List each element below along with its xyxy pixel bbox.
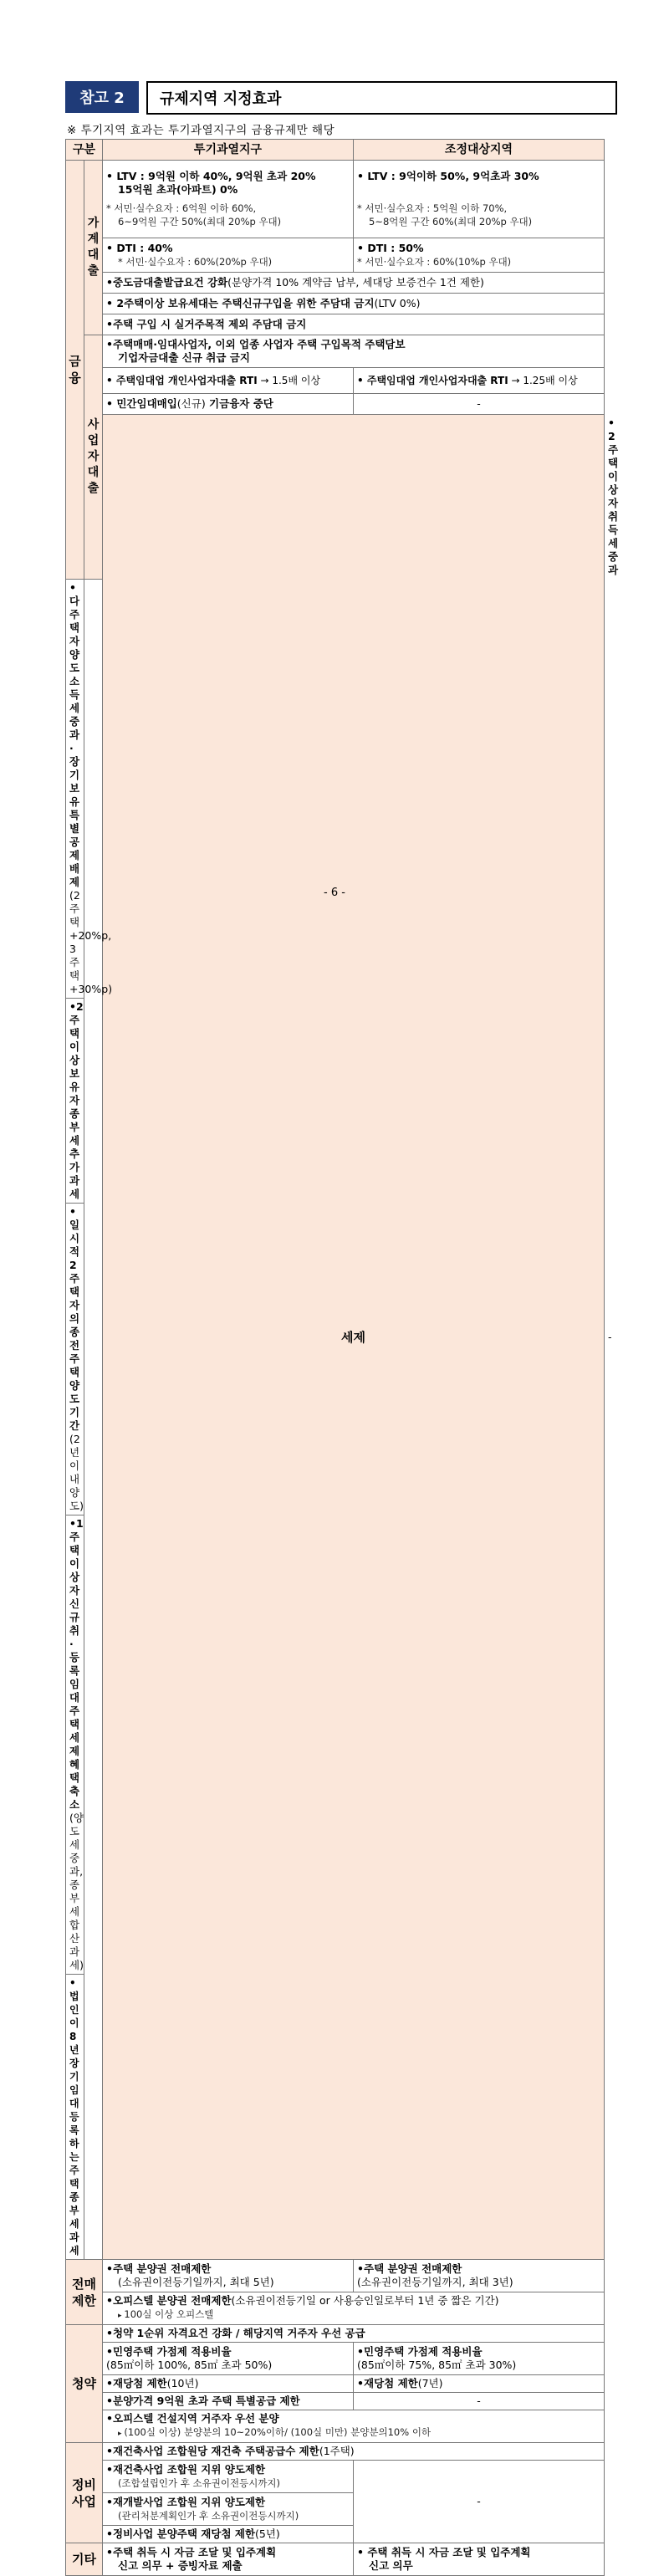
cell-special-supply: •분양가격 9억원 초과 주택 특별공급 제한 (103, 2393, 354, 2410)
table-row (66, 238, 605, 273)
cell-recon-units: •재건축사업 조합원당 재건축 주택공급수 제한(1주택) (103, 2443, 605, 2461)
cell-tax-item: •1주택이상자 신규 취·등록 임대주택 세제 혜택 축소(양도세 중과, 종부세 합산과세) (66, 1515, 84, 1975)
section-badge: 참고 2 (65, 81, 139, 113)
cell-rti-speculation: • 주택임대업 개인사업자대출 RTI → 1.5배 이상 (103, 368, 354, 394)
cell-redev-transfer: •재개발사업 조합원 지위 양도제한 (관리처분계획인가 후 소유권이전등시까지) (103, 2493, 354, 2526)
header-adjustment-zone: 조정대상지역 (354, 140, 605, 161)
cell-private-rental-adjustment: - (354, 394, 605, 415)
cell-officetel-priority: •오피스텔 건설지역 거주자 우선 분양 ▸ (100실 이상) 분양분의 10~20%이하/ (100실 미만) 분양분의10% 이하 (103, 2410, 605, 2443)
cell-resale-adjustment: •주택 분양권 전매제한 (소유권이전등기일까지, 최대 3년) (354, 2260, 605, 2292)
table-row (66, 314, 605, 335)
cell-tax-item: •법인이 8년 장기 임대등록하는 주택 종부세 과세 (66, 1975, 84, 2260)
cell-other-speculation: •주택 취득 시 자금 조달 및 입주계획 신고 의무 + 증빙자료 제출 (103, 2543, 354, 2576)
triangle-bullet-icon: ▸ (118, 2430, 125, 2438)
cell-business-loan-ban: •주택매매·임대사업자, 이외 업종 사업자 주택 구입목적 주택담보 기업자금대출 신규 취급 금지 (103, 335, 605, 368)
regulation-table (65, 139, 619, 2576)
table-row: 세제 - • 2주택 이상자 취득세 중과 (66, 415, 605, 580)
table-row (66, 2393, 605, 2410)
cell-dti-speculation: • DTI : 40% * 서민·실수요자 : 60%(20%p 우대) (103, 238, 354, 273)
header-speculation-zone: 투기과열지구 (103, 140, 354, 161)
table-row (66, 2343, 605, 2375)
category-tax: 세제 (103, 415, 605, 2260)
cell-interim-loan: •중도금대출발급요건 강화(분양가격 10% 계약금 납부, 세대당 보증건수 1건 제한) (103, 273, 605, 294)
cell-purpose-ban: •주택 구입 시 실거주목적 제외 주담대 금지 (103, 314, 605, 335)
cell-two-house-ban: • 2주택이상 보유세대는 주택신규구입을 위한 주담대 금지(LTV 0%) (103, 294, 605, 314)
cell-rewin-adjustment: •재당첨 제한(7년) (354, 2375, 605, 2393)
cell-tax-item: •일시적 2주택자의 종전주택 양도기간 (2년이내 양도) (66, 1204, 84, 1515)
cell-resale-speculation: •주택 분양권 전매제한 (소유권이전등기일까지, 최대 5년) (103, 2260, 354, 2292)
cell-tax-item: •다주택자 양도소득세 중과·장기보유특별 공제 배제(2주택+20%p, 3주택+30%p) (66, 580, 84, 999)
table-row (66, 2461, 605, 2493)
cell-dti-adjustment: • DTI : 50% * 서민·실수요자 : 60%(10%p 우대) (354, 238, 605, 273)
header-category: 구분 (66, 140, 103, 161)
table-row (66, 2325, 605, 2343)
cell-redev-rewin: •정비사업 분양주택 재당첨 제한(5년) (103, 2526, 354, 2543)
triangle-bullet-icon: ▸ (118, 2312, 125, 2320)
table-row (66, 335, 605, 368)
table-row (66, 394, 605, 415)
table-row (66, 273, 605, 294)
table-row (66, 2410, 605, 2443)
cell-rewin-speculation: •재당첨 제한(10년) (103, 2375, 354, 2393)
category-other: 기타 (66, 2543, 103, 2576)
cell-redevelopment-adjustment: - (354, 2461, 605, 2543)
table-row (66, 2443, 605, 2461)
cell-first-priority: •청약 1순위 자격요건 강화 / 해당지역 거주자 우선 공급 (103, 2325, 605, 2343)
cell-score-ratio-speculation: •민영주택 가점제 적용비율 (85㎡이하 100%, 85㎡ 초과 50%) (103, 2343, 354, 2375)
category-redevelopment: 정비사업 (66, 2443, 103, 2543)
cell-other-adjustment: • 주택 취득 시 자금 조달 및 입주계획 신고 의무 (354, 2543, 605, 2576)
cell-rti-adjustment: • 주택임대업 개인사업자대출 RTI → 1.25배 이상 (354, 368, 605, 394)
subcategory-household-loan: 가계대출 (84, 161, 103, 335)
category-subscription: 청약 (66, 2325, 103, 2443)
subcategory-business-loan: 사업자대출 (84, 335, 103, 580)
cell-officetel-resale: •오피스텔 분양권 전매제한(소유권이전등기일 or 사용승인일로부터 1년 중 짧은 기간) ▸ 100실 이상 오피스텔 (103, 2292, 605, 2325)
table-row (66, 294, 605, 314)
cell-special-supply-adjustment: - (354, 2393, 605, 2410)
table-row (66, 2260, 605, 2292)
cell-private-rental-speculation: • 민간임대매입(신규) 기금융자 중단 (103, 394, 354, 415)
cell-score-ratio-adjustment: •민영주택 가점제 적용비율 (85㎡이하 75%, 85㎡ 초과 30%) (354, 2343, 605, 2375)
cell-recon-transfer: •재건축사업 조합원 지위 양도제한 (조합설립인가 후 소유권이전등시까지) (103, 2461, 354, 2493)
table-row (66, 2543, 605, 2576)
note-text: ※ 투기지역 효과는 투기과열지구의 금융규제만 해당 (67, 124, 335, 137)
table-row (66, 2292, 605, 2325)
table-row (66, 161, 605, 238)
category-resale: 전매제한 (66, 2260, 103, 2325)
table-row (66, 368, 605, 394)
cell-ltv-adjustment: • LTV : 9억이하 50%, 9억초과 30% * 서민·실수요자 : 5억원 이하 70%, 5~8억원 구간 60%(최대 20%p 우대) (354, 161, 605, 238)
category-finance: 금융 (66, 161, 84, 580)
table-row (66, 2375, 605, 2393)
page-number: - 6 - (324, 887, 345, 899)
cell-tax-item: •2주택이상 보유자 종부세 추가과세 (66, 999, 84, 1204)
page-title: 규제지역 지정효과 (146, 81, 617, 115)
cell-ltv-speculation: • LTV : 9억원 이하 40%, 9억원 초과 20% 15억원 초과(아파트) 0% * 서민·실수요자 : 6억원 이하 60%, 6~9억원 구간 50%(최대 20%p 우대) (103, 161, 354, 238)
table-header-row (66, 140, 605, 161)
